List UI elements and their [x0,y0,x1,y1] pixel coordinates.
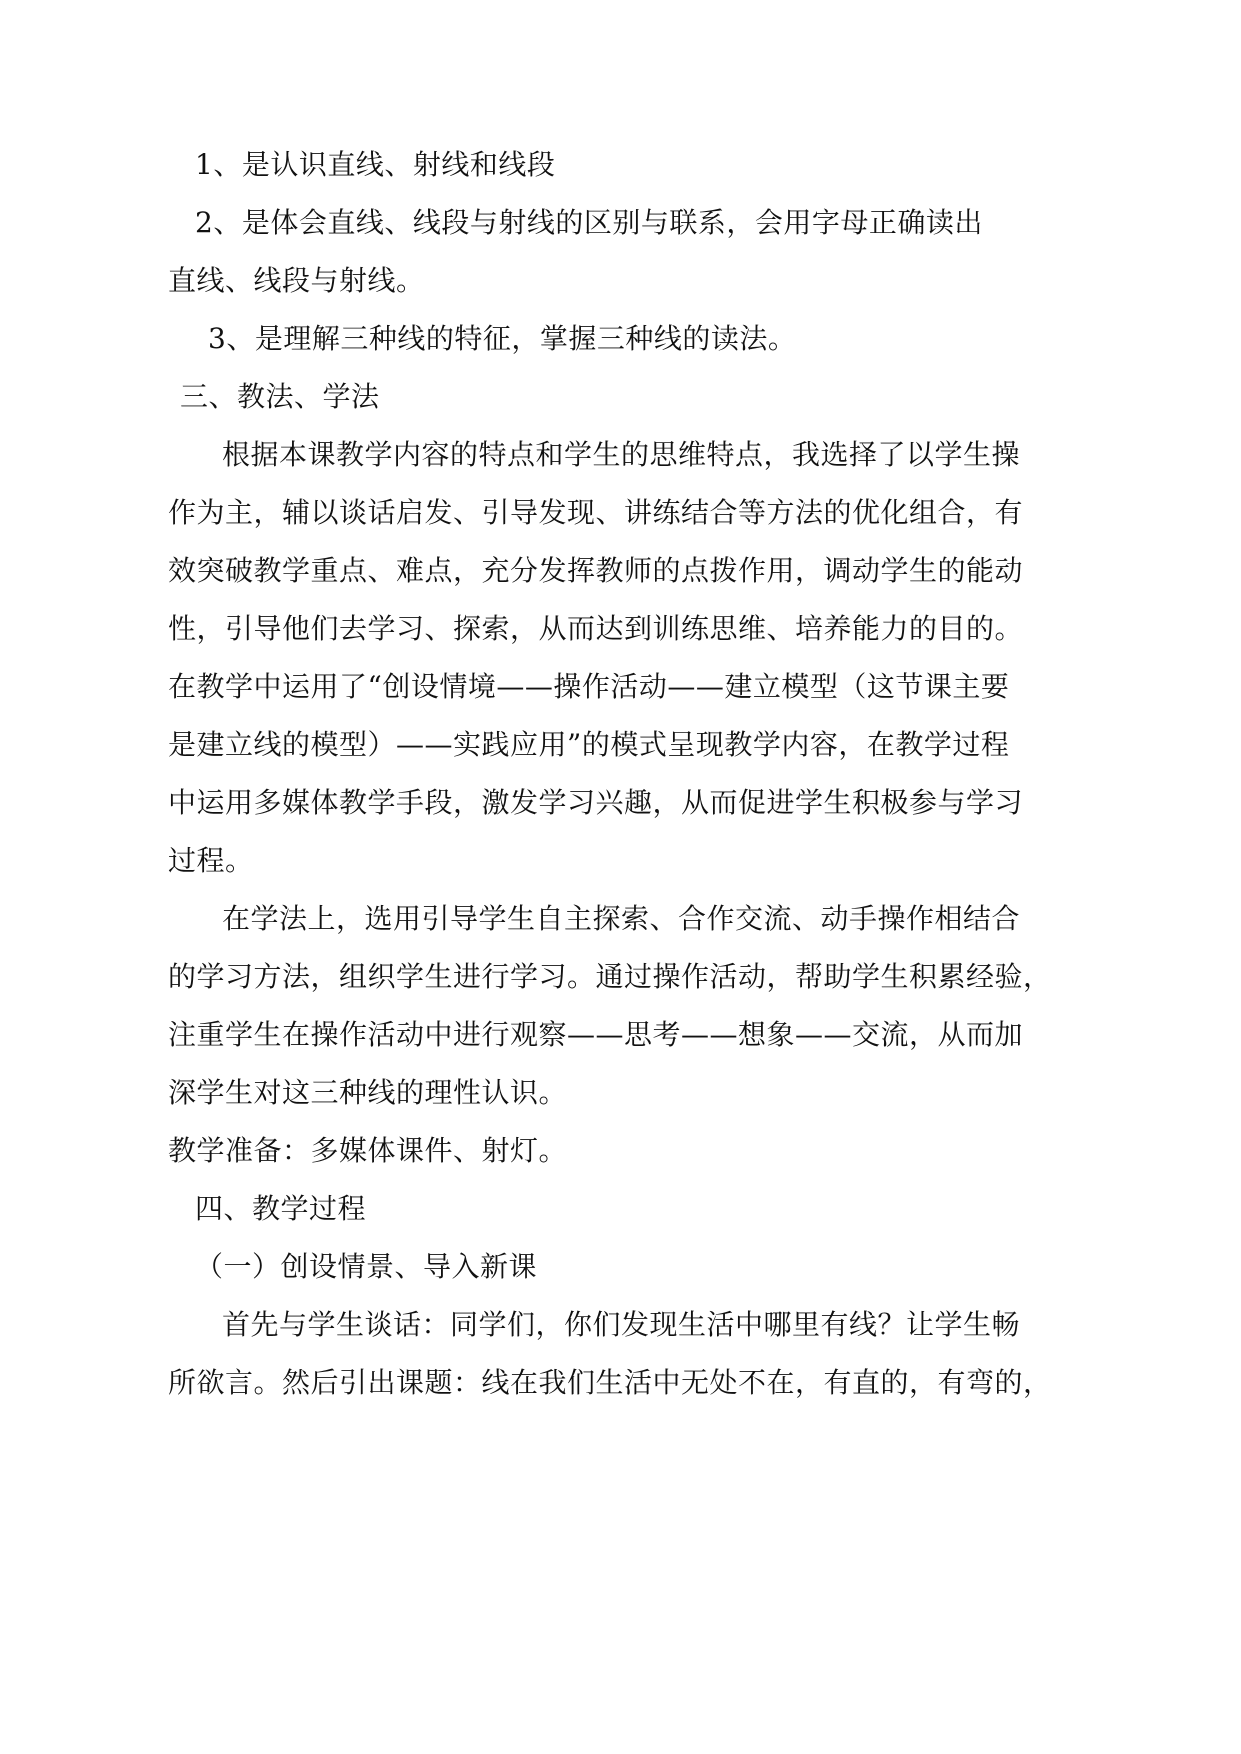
paragraph-line: 根据本课教学内容的特点和学生的思维特点，我选择了以学生操 [222,438,1021,471]
paragraph-line: 过程。 [168,844,254,877]
paragraph-line: 效突破教学重点、难点，充分发挥教师的点拨作用，调动学生的能动 [168,554,1024,587]
goal-item-2-continued: 直线、线段与射线。 [168,264,425,297]
subsection-heading: （一）创设情景、导入新课 [195,1250,538,1283]
paragraph-line: 所欲言。然后引出课题：线在我们生活中无处不在，有直的，有弯的， [168,1366,1052,1399]
paragraph-line: 深学生对这三种线的理性认识。 [168,1076,568,1109]
goal-item-1: 1、是认识直线、射线和线段 [195,148,556,181]
paragraph-line: 作为主，辅以谈话启发、引导发现、讲练结合等方法的优化组合，有 [168,496,1024,529]
goal-item-3: 3、是理解三种线的特征，掌握三种线的读法。 [208,322,797,355]
paragraph-line: 在教学中运用了“创设情境——操作活动——建立模型（这节课主要 [168,670,1010,703]
goal-item-2: 2、是体会直线、线段与射线的区别与联系，会用字母正确读出 [195,206,983,239]
section-heading-methods: 三、教法、学法 [180,380,380,413]
paragraph-line: 是建立线的模型）——实践应用”的模式呈现教学内容，在教学过程 [168,728,1010,761]
paragraph-line: 在学法上，选用引导学生自主探索、合作交流、动手操作相结合 [222,902,1021,935]
paragraph-line: 注重学生在操作活动中进行观察——思考——想象——交流，从而加 [168,1018,1024,1051]
section-heading-process: 四、教学过程 [195,1192,367,1225]
paragraph-line: 首先与学生谈话：同学们，你们发现生活中哪里有线？让学生畅 [222,1308,1021,1341]
paragraph-line: 性，引导他们去学习、探索，从而达到训练思维、培养能力的目的。 [168,612,1024,645]
paragraph-line: 中运用多媒体教学手段，激发学习兴趣，从而促进学生积极参与学习 [168,786,1024,819]
paragraph-line: 的学习方法，组织学生进行学习。通过操作活动，帮助学生积累经验， [168,960,1052,993]
teaching-preparation: 教学准备：多媒体课件、射灯。 [168,1134,568,1167]
